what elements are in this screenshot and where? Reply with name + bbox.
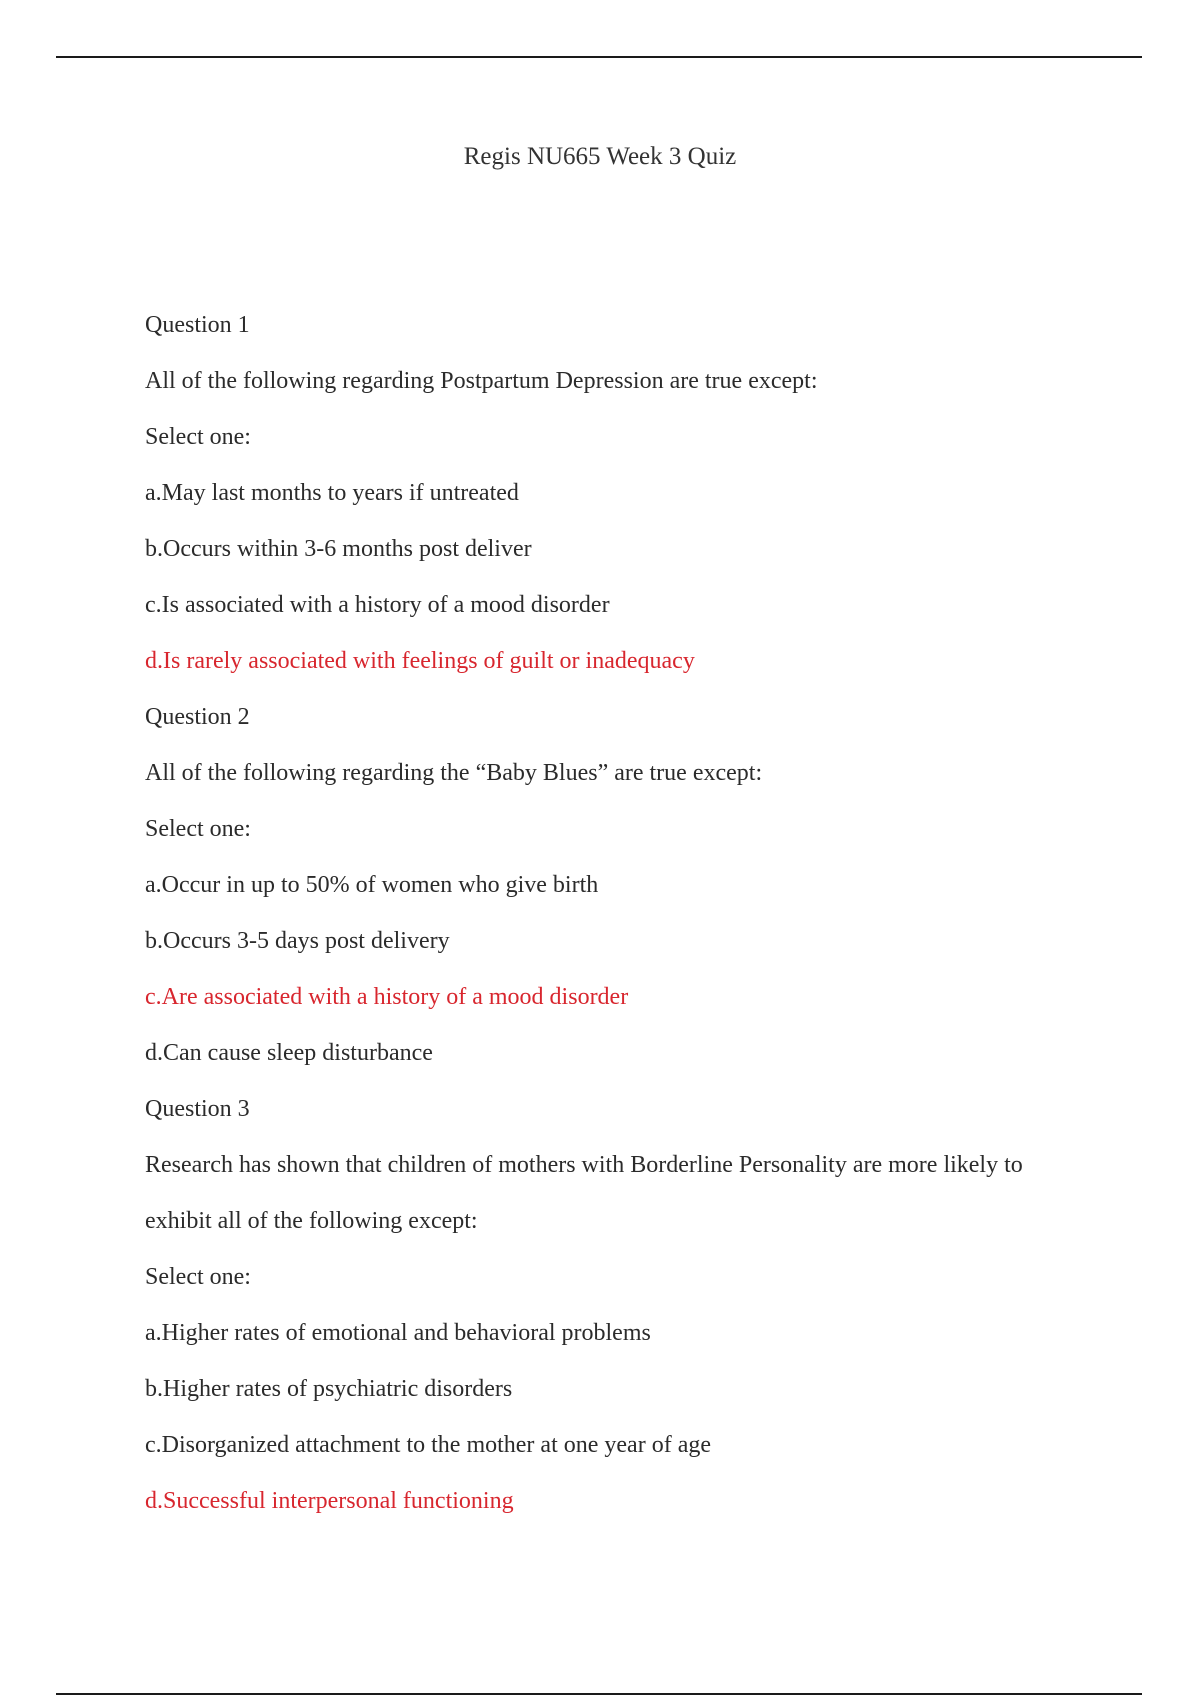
answer-option-d-correct: d.Is rarely associated with feelings of guilt or inadequacy <box>145 648 695 674</box>
answer-option-a: a.Occur in up to 50% of women who give birth <box>145 872 599 898</box>
question-prompt-line-2: exhibit all of the following except: <box>145 1208 478 1234</box>
answer-option-b: b.Occurs within 3-6 months post deliver <box>145 536 532 562</box>
document-title: Regis NU665 Week 3 Quiz <box>463 143 737 170</box>
answer-option-d-correct: d.Successful interpersonal functioning <box>145 1488 514 1514</box>
question-block-3 <box>145 1094 1105 1516</box>
answer-option-b: b.Higher rates of psychiatric disorders <box>145 1376 513 1402</box>
answer-option-b: b.Occurs 3-5 days post delivery <box>145 928 450 954</box>
question-prompt: All of the following regarding Postpartum Depression are true except: <box>145 368 818 394</box>
answer-option-c-correct: c.Are associated with a history of a mood disorder <box>145 984 629 1010</box>
quiz-content <box>145 310 1105 1542</box>
answer-option-d: d.Can cause sleep disturbance <box>145 1040 433 1066</box>
answer-option-c: c.Disorganized attachment to the mother at one year of age <box>145 1432 711 1458</box>
question-prompt-line-1: Research has shown that children of mothers with Borderline Personality are more likely to <box>145 1152 1023 1178</box>
bottom-rule <box>56 1693 1142 1695</box>
question-heading: Question 2 <box>145 704 250 730</box>
answer-option-a: a.Higher rates of emotional and behavioral problems <box>145 1320 651 1346</box>
answer-option-a: a.May last months to years if untreated <box>145 480 519 506</box>
question-block-2 <box>145 702 1105 1068</box>
question-prompt: All of the following regarding the “Baby Blues” are true except: <box>145 760 763 786</box>
answer-option-c: c.Is associated with a history of a mood disorder <box>145 592 610 618</box>
question-block-1 <box>145 310 1105 676</box>
question-heading: Question 3 <box>145 1096 250 1122</box>
select-one-label: Select one: <box>145 1264 251 1290</box>
select-one-label: Select one: <box>145 816 251 842</box>
top-rule <box>56 56 1142 58</box>
question-heading: Question 1 <box>145 312 250 338</box>
select-one-label: Select one: <box>145 424 251 450</box>
